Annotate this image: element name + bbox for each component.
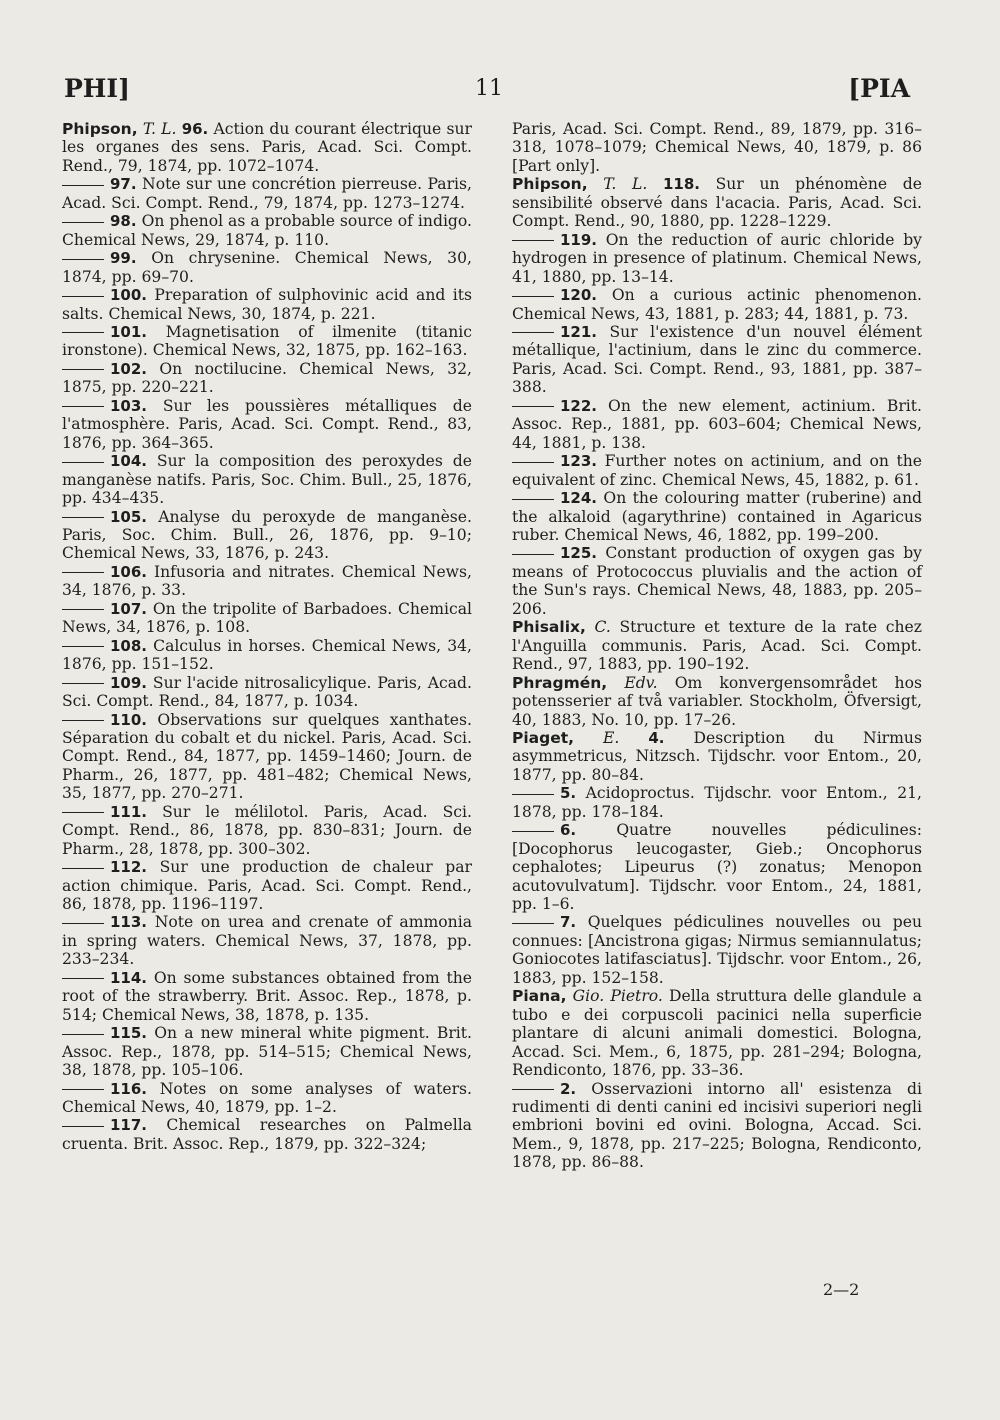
bibliography-entry xyxy=(62,249,472,286)
right-column xyxy=(512,120,922,1172)
entry-number: 2. xyxy=(560,1079,577,1098)
bibliography-entry xyxy=(512,784,922,821)
entry-text: On a new mineral white pigment. Brit. Assoc. Rep., 1878, pp. 514–515; Chemical News, 38, 1878, pp. 105–106. xyxy=(62,1024,472,1080)
bibliography-entry xyxy=(512,323,922,397)
bibliography-entry xyxy=(512,231,922,286)
entry-number: 97. xyxy=(110,175,137,194)
entry-text: Paris, Acad. Sci. Compt. Rend., 89, 1879, pp. 316–318, 1078–1079; Chemical News, 40, 1879, p. 86 [Part only]. xyxy=(512,120,922,175)
bibliography-entry xyxy=(512,286,922,323)
ditto-dash xyxy=(62,969,110,987)
entry-text: Constant production of oxygen gas by means of Protococcus pluvialis and the action of the Sun's rays. Chemical News, 48, 1883, pp. 205–206. xyxy=(512,544,922,618)
entry-number: 103. xyxy=(110,396,148,415)
entry-number: 104. xyxy=(110,452,148,471)
header-right: [PIA xyxy=(848,74,910,103)
ditto-dash xyxy=(62,508,110,526)
entry-number: 108. xyxy=(110,636,148,655)
entry-number: 107. xyxy=(110,599,148,618)
header-left: PHI] xyxy=(64,74,130,103)
ditto-dash xyxy=(62,452,110,470)
entry-text: On the new element, actinium. Brit. Assoc. Rep., 1881, pp. 603–604; Chemical News, 44, 1881, p. 138. xyxy=(512,396,922,452)
entry-text: Structure et texture de la rate chez l'Anguilla communis. Paris, Acad. Sci. Compt. Rend., 97, 1883, pp. 190–192. xyxy=(512,618,922,674)
bibliography-entry xyxy=(62,397,472,452)
ditto-dash xyxy=(512,231,560,249)
author-name: Phisalix, xyxy=(512,618,586,637)
entry-number: 125. xyxy=(560,544,598,563)
bibliography-entry xyxy=(512,821,922,913)
ditto-dash xyxy=(62,637,110,655)
entry-number: 116. xyxy=(110,1079,148,1098)
author-name: Phipson, xyxy=(62,120,138,138)
ditto-dash xyxy=(62,1116,110,1134)
bibliography-entry xyxy=(62,286,472,323)
bibliography-entry xyxy=(62,175,472,212)
entry-text: Sur les poussières métalliques de l'atmosphère. Paris, Acad. Sci. Compt. Rend., 83, 1876, pp. 364–365. xyxy=(62,396,472,452)
bibliography-entry xyxy=(62,711,472,803)
ditto-dash xyxy=(62,711,110,729)
entry-text: Observations sur quelques xanthates. Séparation du cobalt et du nickel. Paris, Acad. Sci. Compt. Rend., 84, 1877, pp. 1459–1460; Journ. de Pharm., 26, 1877, pp. 481–482; Chemical News, 35, 1877, pp. 270–271. xyxy=(62,710,472,803)
entry-text: Sur l'acide nitrosalicylique. Paris, Acad. Sci. Compt. Rend., 84, 1877, p. 1034. xyxy=(62,673,472,711)
ditto-dash xyxy=(62,674,110,692)
author-forename: Gio. Pietro. xyxy=(572,987,663,1006)
entry-number: 6. xyxy=(560,821,577,840)
ditto-dash xyxy=(62,286,110,304)
author-name: Piaget, xyxy=(512,728,575,747)
entry-text: Further notes on actinium, and on the equivalent of zinc. Chemical News, 45, 1882, p. 61. xyxy=(512,452,922,489)
ditto-dash xyxy=(62,175,110,193)
bibliography-entry xyxy=(512,544,922,618)
entry-number: 7. xyxy=(560,913,577,932)
entry-text: Della struttura delle glandule a tubo e dei corpuscoli pacinici nella superficie plantare di alcuni animali domestici. Bologna, Accad. Sci. Mem., 6, 1875, pp. 281–294; Bologna, Rendiconto, 1876, pp. 33–36. xyxy=(512,987,922,1080)
entry-number: 106. xyxy=(110,562,148,581)
bibliography-entry xyxy=(62,858,472,913)
entry-text: Osservazioni intorno all' esistenza di rudimenti di denti canini ed incisivi superiori negli embrioni bovini ed ovini. Bologna, Accad. Sci. Mem., 9, 1878, pp. 217–225; Bologna, Rendiconto, 1878, pp. 86–88. xyxy=(512,1079,922,1172)
ditto-dash xyxy=(62,600,110,618)
author-forename: Edv. xyxy=(624,673,658,692)
bibliography-entry xyxy=(512,452,922,489)
left-column xyxy=(62,120,472,1153)
entry-text: On noctilucine. Chemical News, 32, 1875, pp. 220–221. xyxy=(62,359,472,397)
ditto-dash xyxy=(62,212,110,230)
author-name: Phragmén, xyxy=(512,673,608,692)
bibliography-entry xyxy=(62,360,472,397)
bibliography-entry xyxy=(62,674,472,711)
ditto-dash xyxy=(512,784,560,802)
bibliography-entry xyxy=(512,913,922,987)
ditto-dash xyxy=(62,858,110,876)
entry-text: Preparation of sulphovinic acid and its salts. Chemical News, 30, 1874, p. 221. xyxy=(62,286,472,323)
bibliography-entry xyxy=(62,1024,472,1079)
ditto-dash xyxy=(512,913,560,931)
entry-number: 100. xyxy=(110,286,148,305)
entry-text: On the tripolite of Barbadoes. Chemical News, 34, 1876, p. 108. xyxy=(62,599,472,637)
ditto-dash xyxy=(62,249,110,267)
entry-number: 120. xyxy=(560,286,598,305)
bibliography-entry xyxy=(62,1080,472,1117)
bibliography-entry xyxy=(62,323,472,360)
entry-text: Quelques pédiculines nouvelles ou peu connues: [Ancistrona gigas; Nirmus semiannulatus; Goniocotes latifasciatus]. Tijdschr. voor Entom., 26, 1883, pp. 152–158. xyxy=(512,913,922,987)
entry-text: On some substances obtained from the root of the strawberry. Brit. Assoc. Rep., 1878, p. 514; Chemical News, 38, 1878, p. 135. xyxy=(62,968,472,1024)
entry-number: 113. xyxy=(110,913,148,932)
ditto-dash xyxy=(512,1080,560,1098)
ditto-dash xyxy=(512,286,560,304)
ditto-dash xyxy=(62,1080,110,1098)
bibliography-entry xyxy=(62,803,472,858)
entry-text: Sur l'existence d'un nouvel élément métallique, l'actinium, dans le zinc du commerce. Paris, Acad. Sci. Compt. Rend., 93, 1881, pp. 387–388. xyxy=(512,322,922,397)
entry-text: Analyse du peroxyde de manganèse. Paris, Soc. Chim. Bull., 26, 1876, pp. 9–10; Chemical News, 33, 1876, p. 243. xyxy=(62,507,472,563)
author-forename: T. L. xyxy=(142,120,177,138)
ditto-dash xyxy=(512,397,560,415)
entry-text: Acidoproctus. Tijdschr. voor Entom., 21, 1878, pp. 178–184. xyxy=(512,784,922,821)
ditto-dash xyxy=(512,323,560,341)
bibliography-entry xyxy=(512,397,922,452)
entry-number: 114. xyxy=(110,968,148,987)
bibliography-entry xyxy=(62,637,472,674)
ditto-dash xyxy=(62,397,110,415)
bibliography-entry xyxy=(512,729,922,784)
bibliography-entry xyxy=(62,508,472,563)
author-name: Piana, xyxy=(512,987,567,1006)
entry-number: 123. xyxy=(560,452,598,471)
entry-number: 119. xyxy=(560,230,598,249)
entry-number: 109. xyxy=(110,673,148,692)
bibliography-entry xyxy=(512,120,922,175)
bibliography-entry xyxy=(512,987,922,1079)
ditto-dash xyxy=(512,489,560,507)
bibliography-entry xyxy=(512,618,922,673)
bibliography-entry xyxy=(62,212,472,249)
bibliography-entry xyxy=(512,175,922,230)
ditto-dash xyxy=(62,563,110,581)
ditto-dash xyxy=(512,821,560,839)
entry-text: Magnetisation of ilmenite (titanic ironstone). Chemical News, 32, 1875, pp. 162–163. xyxy=(62,322,472,360)
entry-number: 115. xyxy=(110,1024,148,1043)
author-forename: T. L. xyxy=(603,175,648,194)
bibliography-entry xyxy=(62,913,472,968)
entry-text: On chrysenine. Chemical News, 30, 1874, pp. 69–70. xyxy=(62,249,472,286)
entry-text: Note on urea and crenate of ammonia in spring waters. Chemical News, 37, 1878, pp. 233–234. xyxy=(62,913,472,969)
ditto-dash xyxy=(62,803,110,821)
entry-number: 105. xyxy=(110,507,148,526)
entry-number: 101. xyxy=(110,322,148,341)
entry-number: 102. xyxy=(110,359,148,378)
entry-number: 4. xyxy=(648,728,665,747)
entry-text: Sur une production de chaleur par action chimique. Paris, Acad. Sci. Compt. Rend., 86, 1878, pp. 1196–1197. xyxy=(62,858,472,914)
ditto-dash xyxy=(62,360,110,378)
entry-text: Om konvergensområdet hos potensserier af två variabler. Stockholm, Öfversigt, 40, 1883, No. 10, pp. 17–26. xyxy=(512,673,922,729)
entry-number: 96. xyxy=(181,120,209,138)
signature-mark: 2—2 xyxy=(823,1280,860,1299)
bibliography-entry xyxy=(512,674,922,729)
entry-number: 118. xyxy=(662,175,700,194)
entry-text: On the reduction of auric chloride by hydrogen in presence of platinum. Chemical News, 41, 1880, pp. 13–14. xyxy=(512,230,922,286)
entry-number: 5. xyxy=(560,784,577,803)
entry-number: 122. xyxy=(560,396,598,415)
entry-text: Infusoria and nitrates. Chemical News, 34, 1876, p. 33. xyxy=(62,562,472,600)
entry-text: On a curious actinic phenomenon. Chemical News, 43, 1881, p. 283; 44, 1881, p. 73. xyxy=(512,286,922,323)
author-forename: E. xyxy=(603,728,620,747)
bibliography-entry xyxy=(62,600,472,637)
bibliography-entry xyxy=(62,1116,472,1153)
bibliography-entry xyxy=(62,452,472,507)
ditto-dash xyxy=(62,913,110,931)
ditto-dash xyxy=(62,323,110,341)
bibliography-entry xyxy=(62,120,472,175)
entry-text: Sur un phénomène de sensibilité observé dans l'acacia. Paris, Acad. Sci. Compt. Rend., 90, 1880, pp. 1228–1229. xyxy=(512,175,922,231)
entry-number: 99. xyxy=(110,249,137,268)
entry-text: Quatre nouvelles pédiculines: [Docophorus leucogaster, Gieb.; Oncophorus cephalotes; Lipeurus (?) zonatus; Menopon acutovulvatum]. Tijdschr. voor Entom., 24, 1881, pp. 1–6. xyxy=(512,821,922,914)
author-forename: C. xyxy=(594,618,611,637)
entry-number: 117. xyxy=(110,1116,148,1135)
entry-text: Chemical researches on Palmella cruenta. Brit. Assoc. Rep., 1879, pp. 322–324; xyxy=(62,1116,472,1153)
entry-text: Action du courant électrique sur les organes des sens. Paris, Acad. Sci. Compt. Rend., 79, 1874, pp. 1072–1074. xyxy=(62,120,472,175)
bibliography-entry xyxy=(62,563,472,600)
bibliography-entry xyxy=(512,1080,922,1172)
bibliography-entry xyxy=(512,489,922,544)
entry-text: Notes on some analyses of waters. Chemical News, 40, 1879, pp. 1–2. xyxy=(62,1079,473,1117)
ditto-dash xyxy=(62,1024,110,1042)
entry-number: 121. xyxy=(560,322,598,341)
entry-number: 110. xyxy=(110,710,148,729)
entry-text: Description du Nirmus asymmetricus, Nitzsch. Tijdschr. voor Entom., 20, 1877, pp. 80–84. xyxy=(512,728,922,784)
entry-number: 124. xyxy=(560,489,598,508)
page-number: 11 xyxy=(475,76,503,101)
author-name: Phipson, xyxy=(512,175,588,194)
entry-text: Sur la composition des peroxydes de manganèse natifs. Paris, Soc. Chim. Bull., 25, 1876, pp. 434–435. xyxy=(62,452,472,508)
entry-text: On the colouring matter (ruberine) and the alkaloid (agarythrine) contained in Agaricus ruber. Chemical News, 46, 1882, pp. 199–200. xyxy=(512,489,922,544)
entry-text: Note sur une concrétion pierreuse. Paris, Acad. Sci. Compt. Rend., 79, 1874, pp. 1273–1274. xyxy=(62,175,472,212)
ditto-dash xyxy=(512,544,560,562)
bibliography-entry xyxy=(62,969,472,1024)
entry-number: 111. xyxy=(110,802,148,821)
entry-number: 98. xyxy=(110,212,137,231)
ditto-dash xyxy=(512,452,560,470)
entry-text: On phenol as a probable source of indigo. Chemical News, 29, 1874, p. 110. xyxy=(62,212,472,249)
entry-text: Sur le mélilotol. Paris, Acad. Sci. Compt. Rend., 86, 1878, pp. 830–831; Journ. de Pharm., 28, 1878, pp. 300–302. xyxy=(62,802,472,858)
entry-text: Calculus in horses. Chemical News, 34, 1876, pp. 151–152. xyxy=(62,636,472,674)
entry-number: 112. xyxy=(110,858,148,877)
